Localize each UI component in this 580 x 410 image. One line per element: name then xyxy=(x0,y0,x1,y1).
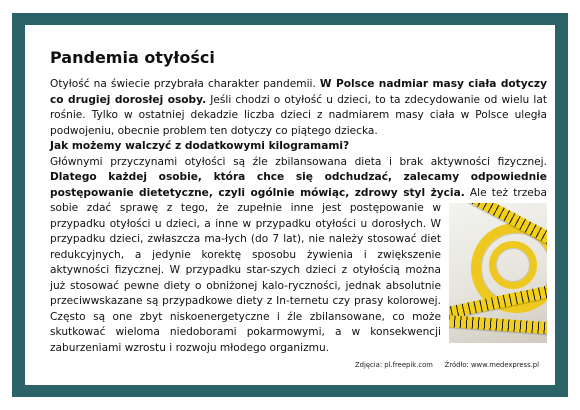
intro-bold: W Polsce nadmiar masy ciała dotyczy co drugiej dorosłej osoby. xyxy=(50,78,548,106)
main-paragraph xyxy=(50,155,547,357)
main-text-1: Głównymi przyczynami otyłości są źle zbilansowana dieta i brak aktywności fizycznej. xyxy=(50,155,547,168)
intro-text-2: Jeśli chodzi o otyłość u dzieci, to ta zdecydowanie od wielu lat rośnie. Tylko w ostatniej dekadzie liczba dzieci z nadmiarem masy ciała w Polsce uległa podwojeniu, obecnie problem ten dotyczy co piątego dziecka. xyxy=(50,93,547,137)
section-question: Jak możemy walczyć z dodatkowymi kilogramami? xyxy=(50,140,350,152)
article-body xyxy=(50,77,547,356)
intro-paragraph xyxy=(50,77,547,139)
main-text-2: Ale też trzeba sobie zdać sprawę z tego, że zupełnie inne jest postępowanie w przypadku otyłości u dzieci, a inne w przypadku otyłości u dorosłych. W przypadku dzieci, zwłaszcza ma-łych (do 7 lat), nie należy stosować diet redukcyjnych, a jedynie korektę sposobu żywienia i zwiększenie aktywności fizycznej. W przypadku star-szych dzieci z otyłością można już stosować pewne diety o obniżonej kalo-ryczności, jednak absolutnie przeciwwskazane są przypadkowe diety z In-ternetu czy prasy kolorowej. Często są one zbyt niskoenergetyczne i źle zbilansowane, co może skutkować wieloma niedoborami pokarmowymi, a w konsekwencji zaburzeniami wzrostu i rozwoju młodego organizmu. xyxy=(50,186,547,354)
photo-credit: Zdjęcia: pl.freepik.com xyxy=(355,361,433,369)
source-credit: Źródło: www.medexpress.pl xyxy=(444,361,539,369)
tape-coil-inner-shape xyxy=(489,241,537,289)
content-sheet xyxy=(25,25,555,385)
page-title: Pandemia otyłości xyxy=(50,48,215,67)
intro-text-1: Otyłość na świecie przybrała charakter pandemii. xyxy=(50,78,320,90)
tape-strip-shape xyxy=(449,315,547,335)
main-bold: Dlatego każdej osobie, która chce się odchudzać, zalecamy odpowiednie postępowanie dietetyczne, czyli ogólnie mówiąc, zdrowy styl życia. xyxy=(50,171,547,199)
measuring-tape-photo xyxy=(449,203,547,343)
page-frame xyxy=(12,13,568,397)
